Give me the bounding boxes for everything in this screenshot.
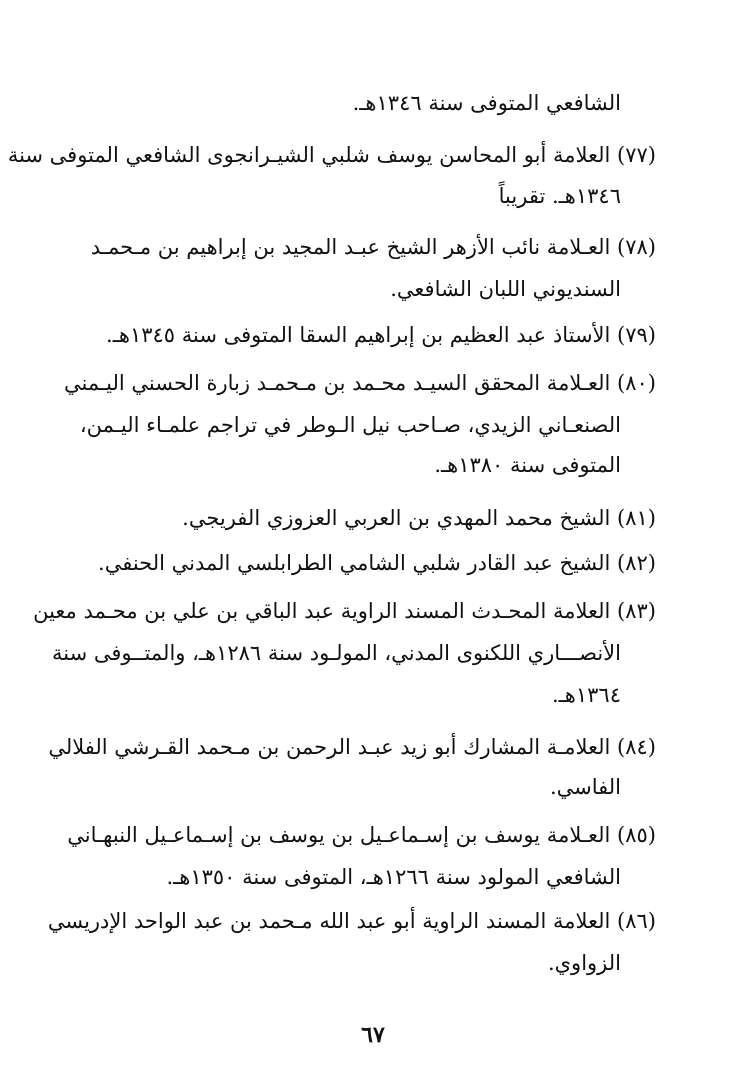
entry-82-line-1: (٨٢) الشيخ عبد القادر شلبي الشامي الطرابلسي المدني الحنفي. bbox=[98, 551, 656, 575]
entry-84-line-2: الفاسي. bbox=[549, 775, 621, 799]
entry-81-line-1: (٨١) الشيخ محمد المهدي بن العربي العزوزي الفريجي. bbox=[182, 506, 656, 530]
entry-79-line-1: (٧٩) الأستاذ عبد العظيم بن إبراهيم السقا المتوفى سنة ١٣٤٥هـ. bbox=[106, 323, 656, 347]
page-number: ٦٧ bbox=[361, 1022, 385, 1048]
entry-85-line-1: (٨٥) العـلامة يوسف بن إسـماعـيل بن يوسف بن إسـماعـيل النبهـاني bbox=[67, 823, 656, 847]
entry-83-line-3: ١٣٦٤هـ. bbox=[551, 683, 621, 707]
entry-80-line-2: الصنعـاني الزيدي، صـاحب نيل الـوطر في تراجم علمـاء اليـمن، bbox=[79, 413, 621, 437]
entry-80-line-3: المتوفى سنة ١٣٨٠هـ. bbox=[434, 453, 621, 477]
entry-77-line-2: ١٣٤٦هـ. تقريباً bbox=[498, 184, 621, 208]
entry-83-line-1: (٨٣) العلامة المحـدث المسند الراوية عبد الباقي بن علي بن محـمد معين bbox=[33, 599, 656, 623]
entry-continuation-line-1: الشافعي المتوفى سنة ١٣٤٦هـ. bbox=[352, 91, 621, 115]
entry-85-line-2: الشافعي المولود سنة ١٢٦٦هـ، المتوفى سنة ١٣٥٠هـ. bbox=[166, 865, 621, 889]
entry-84-line-1: (٨٤) العلامـة المشارك أبو زيد عبـد الرحمن بن مـحمد القـرشي الفلالي bbox=[48, 735, 656, 759]
entry-86-line-2: الزواوي. bbox=[547, 951, 621, 975]
entry-80-line-1: (٨٠) العـلامة المحقق السيـد محـمد بن مـحمـد زبارة الحسني اليـمني bbox=[64, 371, 656, 395]
entry-83-line-2: الأنصـــاري اللكنوى المدني، المولـود سنة ١٢٨٦هـ، والمتــوفى سنة bbox=[52, 641, 621, 665]
entry-78-line-2: السنديوني اللبان الشافعي. bbox=[390, 277, 621, 301]
entry-78-line-1: (٧٨) العـلامة نائب الأزهر الشيخ عبـد المجيد بن إبراهيم بن مـحمـد bbox=[90, 235, 656, 259]
entry-77-line-1: (٧٧) العلامة أبو المحاسن يوسف شلبي الشيـرانجوى الشافعي المتوفى سنة bbox=[7, 143, 656, 167]
entry-86-line-1: (٨٦) العلامة المسند الراوية أبو عبد الله مـحمد بن عبد الواحد الإدريسي bbox=[47, 909, 656, 933]
